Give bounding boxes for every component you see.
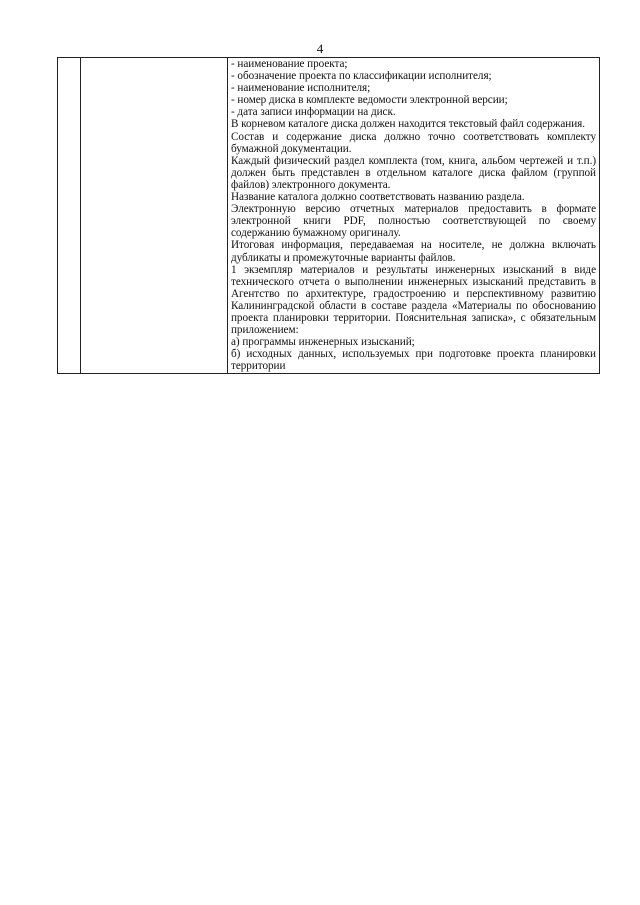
requirement-text-6: Состав и содержание диска должно точно соответствовать комплекту бумажной документации. <box>231 130 596 155</box>
requirement-text-10: Итоговая информация, передаваемая на носителе, не должна включать дубликаты и промежуточные варианты файлов. <box>231 239 596 264</box>
requirements-table <box>57 57 600 374</box>
table-cell-section <box>81 58 228 374</box>
requirement-text-11: 1 экземпляр материалов и результаты инженерных изысканий в виде технического отчета о выполнении инженерных изысканий представить в Агентство по архитектуре, градостроению и перспективному развитию Калининградской области в составе раздела «Материалы по обоснованию проекта планировки территории. Пояснительная записка», с обязательным приложением: <box>231 263 596 337</box>
requirement-text-4: - дата записи информации на диск. <box>231 106 396 119</box>
requirement-text-0: - наименование проекта; <box>231 58 348 70</box>
table-cell-requirements <box>228 58 600 374</box>
requirement-text-3: - номер диска в комплекте ведомости электронной версии; <box>231 94 508 107</box>
table-row <box>58 58 600 374</box>
table-cell-index <box>58 58 81 374</box>
requirement-text-5: В корневом каталоге диска должен находится текстовый файл содержания. <box>231 118 585 131</box>
requirement-text-1: - обозначение проекта по классификации исполнителя; <box>231 70 492 83</box>
requirement-text-7: Каждый физический раздел комплекта (том, книга, альбом чертежей и т.п.) должен быть представлен в отдельном каталоге диска файлом (группой файлов) электронного документа. <box>231 154 596 191</box>
requirements-text <box>228 58 599 373</box>
requirement-text-8: Название каталога должно соответствовать названию раздела. <box>231 191 525 204</box>
requirement-text-12: а) программы инженерных изысканий; <box>231 336 415 349</box>
requirement-text-2: - наименование исполнителя; <box>231 82 371 95</box>
requirement-text-13: б) исходных данных, используемых при подготовке проекта планировки территории <box>231 348 596 373</box>
requirement-text-9: Электронную версию отчетных материалов предоставить в формате электронной книги PDF, полностью соответствующей по своему содержанию бумажному оригиналу. <box>231 203 596 240</box>
page-number: 4 <box>316 41 324 56</box>
